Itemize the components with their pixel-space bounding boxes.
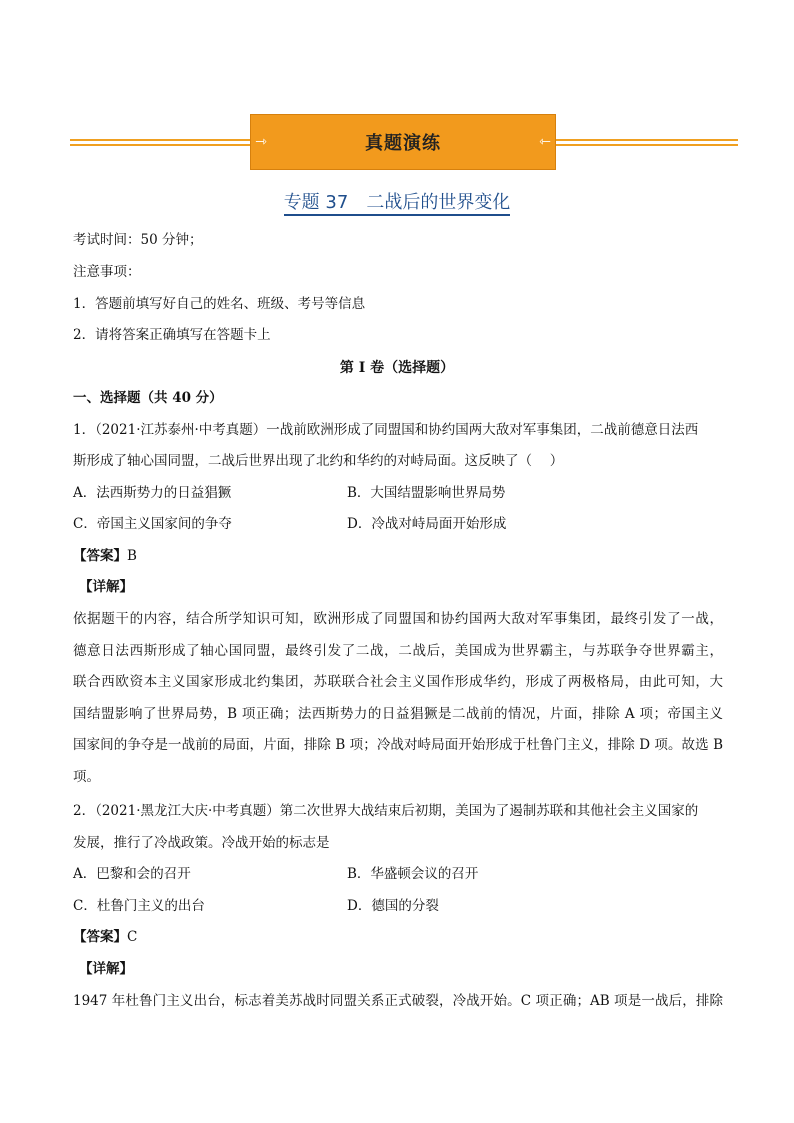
q2-option-d: D．德国的分裂 xyxy=(347,898,439,914)
q1-answer xyxy=(73,546,137,566)
arrow-right-icon: ⇾ xyxy=(255,134,267,150)
notice-item-1: 1．答题前填写好自己的姓名、班级、考号等信息 xyxy=(73,296,366,312)
q1-detail-line-4: 国结盟影响了世界局势，B 项正确；法西斯势力的日益猖獗是二战前的情况，片面，排除 A 项；帝国主义 xyxy=(73,705,723,722)
q2-detail-label: 【详解】 xyxy=(79,961,133,977)
banner-title: 真题演练 xyxy=(365,133,441,154)
banner-box xyxy=(250,114,556,170)
q1-option-d: D．冷战对峙局面开始形成 xyxy=(347,516,507,532)
q1-stem-line-2: 斯形成了轴心国同盟，二战后世界出现了北约和华约的对峙局面。这反映了（ ） xyxy=(73,453,564,469)
notice-title: 注意事项： xyxy=(73,264,141,280)
notice-item-2: 2．请将答案正确填写在答题卡上 xyxy=(73,327,271,343)
q2-answer xyxy=(73,927,137,947)
q2-detail-line-1: 1947 年杜鲁门主义出台，标志着美苏战时同盟关系正式破裂，冷战开始。C 项正确；AB 项是一战后，排除 xyxy=(73,993,723,1009)
exam-time: 考试时间：50 分钟； xyxy=(73,232,203,248)
q1-option-a: A．法西斯势力的日益猖獗 xyxy=(73,485,232,501)
q1-detail-label: 【详解】 xyxy=(79,579,133,595)
q1-detail xyxy=(73,604,723,794)
q1-option-c: C．帝国主义国家间的争夺 xyxy=(73,516,232,532)
q1-detail-line-3: 联合西欧资本主义国家形成北约集团，苏联联合社会主义国作形成华约，形成了两极格局，由此可知，大 xyxy=(73,674,723,691)
arrow-left-icon: ⇽ xyxy=(539,134,551,150)
q1-answer-value: B xyxy=(127,548,137,564)
q1-option-b: B．大国结盟影响世界局势 xyxy=(347,485,506,501)
q1-detail-line-2: 德意日法西斯形成了轴心国同盟，最终引发了二战，二战后，美国成为世界霸主，与苏联争夺世界霸主， xyxy=(73,642,723,659)
q1-stem-line-1: 1．（2021·江苏泰州·中考真题）一战前欧洲形成了同盟国和协约国两大敌对军事集团，二战前德意日法西 xyxy=(73,422,699,438)
q2-option-a: A．巴黎和会的召开 xyxy=(73,866,191,882)
part-title: 一、选择题（共 40 分） xyxy=(73,390,223,406)
q1-detail-line-6: 项。 xyxy=(73,768,100,785)
section-title: 第 I 卷（选择题） xyxy=(339,360,455,376)
q2-answer-value: C xyxy=(127,929,138,945)
q1-detail-line-5: 国家间的争夺是一战前的局面，片面，排除 B 项；冷战对峙局面开始形成于杜鲁门主义，排除 D 项。故选 B xyxy=(73,737,723,754)
q2-detail xyxy=(73,986,723,1018)
q1-detail-line-1: 依据题干的内容，结合所学知识可知，欧洲形成了同盟国和协约国两大敌对军事集团，最终引发了一战， xyxy=(73,611,723,627)
q2-answer-label: 【答案】 xyxy=(73,929,127,945)
q1-answer-label: 【答案】 xyxy=(73,548,127,564)
q2-option-b: B．华盛顿会议的召开 xyxy=(347,866,479,882)
header-banner xyxy=(70,114,738,172)
q2-option-c: C．杜鲁门主义的出台 xyxy=(73,898,205,914)
q2-stem-line-1: 2．（2021·黑龙江大庆·中考真题）第二次世界大战结束后初期，美国为了遏制苏联和其他社会主义国家的 xyxy=(73,803,699,819)
q2-stem-line-2: 发展，推行了冷战政策。冷战开始的标志是 xyxy=(73,835,330,851)
subject-title: 专题 37 二战后的世界变化 xyxy=(0,188,794,214)
